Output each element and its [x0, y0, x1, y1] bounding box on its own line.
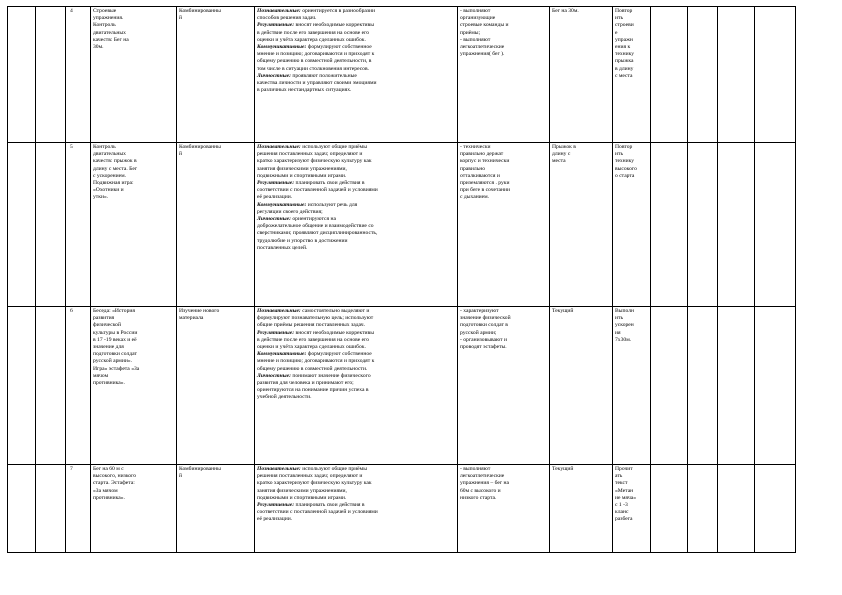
homework-line: ения к	[615, 44, 631, 51]
homework-line: высокого	[615, 165, 637, 172]
uud-label: Познавательные:	[257, 144, 303, 150]
empty-cell	[36, 465, 66, 553]
empty-cell	[8, 307, 36, 465]
activity-line: правильно	[460, 165, 486, 172]
control-form	[550, 7, 613, 143]
uud-line: оценки и учёта характера сделанных ошибок.	[257, 36, 366, 43]
topic-line: Контроль	[93, 144, 116, 150]
uud-line: Познавательные: ориентируется в разнообразии	[257, 8, 376, 14]
uud-line: мнение и позицию; договариваются и приходят к	[257, 51, 375, 58]
topic-line: противника».	[93, 494, 125, 501]
lesson-type	[177, 465, 255, 553]
homework-line: о старта	[615, 172, 635, 179]
empty-cell	[688, 143, 718, 307]
lesson-number: 7	[66, 465, 91, 553]
uud-line: её реализации.	[257, 194, 293, 201]
uud-line: Личностные: проявляют положительные	[257, 72, 357, 79]
uud-label: Личностные:	[257, 372, 293, 379]
type-line: й	[179, 15, 182, 22]
topic-line: двигательных	[93, 29, 126, 36]
uud-results	[255, 307, 458, 465]
uud-line: Регулятивные: вносят необходимые коррективы	[257, 22, 374, 29]
uud-line: том числе в ситуации столкновения интересов.	[257, 65, 370, 72]
topic-line: качеств: Бег на	[93, 36, 129, 43]
homework-line: прыжка	[615, 58, 634, 65]
uud-line: Познавательные: самостоятельно выделяют и	[257, 308, 370, 314]
empty-cell	[718, 143, 755, 307]
homework-line: ить	[615, 315, 623, 322]
topic-line: «За мячом	[93, 487, 118, 494]
uud-line: занятия физическими упражнениями,	[257, 487, 347, 494]
uud-line: трудолюбие и упорство в достижении	[257, 237, 348, 244]
uud-label: Познавательные:	[257, 466, 303, 472]
lesson-topic	[91, 143, 177, 307]
homework-line: технику	[615, 51, 635, 58]
uud-line: Коммуникативные: формулируют собственное	[257, 351, 372, 358]
topic-line: культуры в России	[93, 329, 138, 336]
uud-line: в действие после его завершения на основе его	[257, 336, 370, 343]
topic-line: качеств: прыжок в	[93, 158, 137, 165]
control-line: места	[552, 158, 566, 165]
activity-line: - технически	[460, 144, 491, 150]
uud-line: общие приёмы решения поставленных задач.	[257, 322, 366, 329]
empty-cell	[651, 7, 688, 143]
uud-line: соответствии с поставленной задачей и условиями	[257, 187, 378, 194]
table-row	[8, 307, 796, 465]
control-line: Текущий	[552, 466, 574, 472]
uud-line: Регулятивные: планировать свои действия в	[257, 502, 365, 509]
activity-line: упражнения – бег на	[460, 480, 509, 487]
topic-line: утки».	[93, 194, 109, 201]
lesson-type	[177, 307, 255, 465]
uud-line: сверстниками; проявляют дисциплинированность,	[257, 230, 378, 237]
empty-cell	[8, 465, 36, 553]
uud-line: занятия физическими упражнениями,	[257, 165, 347, 172]
control-line: Прыжок в	[552, 144, 576, 150]
empty-cell	[755, 7, 796, 143]
homework-line: Повтор	[615, 8, 633, 14]
activity-line: упражнения( бег ).	[460, 51, 505, 58]
activity-line: легкоатлетические	[460, 44, 505, 51]
uud-line: Личностные: ориентируются на	[257, 216, 336, 223]
homework-line: е	[615, 29, 618, 36]
uud-line: оценки и учёта характера сделанных ошибок.	[257, 344, 366, 351]
control-line: длину с	[552, 151, 571, 158]
uud-label: Личностные:	[257, 216, 293, 223]
homework-line: ие мяча»	[615, 494, 637, 501]
uud-line: поставленных целей.	[257, 244, 308, 251]
uud-line: подвижными и спортивными играми.	[257, 494, 347, 501]
topic-line: развития	[93, 315, 115, 322]
activity-line: с дыханием.	[460, 194, 490, 201]
control-line: Текущий	[552, 308, 574, 314]
control-form	[550, 465, 613, 553]
lesson-number: 4	[66, 7, 91, 143]
activity-line: организующие	[460, 15, 496, 22]
homework-line: ать	[615, 473, 623, 480]
uud-line: в действие после его завершения на основе его	[257, 29, 370, 36]
uud-line: Коммуникативные: формулируют собственное	[257, 44, 372, 51]
empty-cell	[755, 143, 796, 307]
uud-line: ориентируются на понимание причин успеха в	[257, 387, 369, 394]
topic-line: противника».	[93, 380, 125, 387]
uud-line: доброжелательное общение и взаимодействие со	[257, 223, 374, 230]
topic-line: Подвижная игра:	[93, 180, 134, 187]
table-row	[8, 7, 796, 143]
activity-line: - организовывают и	[460, 336, 507, 343]
homework-line: ить	[615, 15, 623, 22]
type-line: й	[179, 151, 182, 158]
table-row	[8, 143, 796, 307]
topic-line: двигательных	[93, 151, 126, 158]
student-activity	[458, 307, 550, 465]
lesson-type	[177, 7, 255, 143]
empty-cell	[36, 307, 66, 465]
uud-line: её реализации.	[257, 516, 293, 523]
homework-line: технику	[615, 158, 635, 165]
homework-line: строеви	[615, 22, 634, 29]
activity-line: приземляются . руки	[460, 180, 510, 187]
homework-line: 7х30м.	[615, 336, 632, 343]
homework-line: «Метан	[615, 487, 634, 494]
homework-line: Повтор	[615, 144, 633, 150]
lesson-plan-table	[7, 6, 796, 553]
empty-cell	[651, 465, 688, 553]
topic-line: «Охотники и	[93, 187, 124, 194]
homework-line: ускорен	[615, 322, 634, 329]
lesson-type	[177, 143, 255, 307]
uud-line: кратко характеризуют физическую культуру как	[257, 480, 372, 487]
uud-line: соответствии с поставленной задачей и условиями	[257, 509, 378, 516]
homework-line: с места	[615, 72, 633, 79]
homework-line: Выполн	[615, 308, 634, 314]
uud-label: Коммуникативные:	[257, 201, 308, 208]
empty-cell	[8, 7, 36, 143]
topic-line: Строевые	[93, 8, 117, 14]
activity-line: низкого старта.	[460, 494, 497, 501]
homework-line: Прочит	[615, 466, 633, 472]
type-line: Комбинированны	[179, 8, 221, 14]
empty-cell	[755, 465, 796, 553]
table-row	[8, 465, 796, 553]
homework	[613, 307, 651, 465]
type-line: Комбинированны	[179, 144, 221, 150]
uud-label: Коммуникативные:	[257, 44, 308, 51]
activity-line: - выполняют	[460, 466, 491, 472]
lesson-topic	[91, 307, 177, 465]
activity-line: отталкиваются и	[460, 172, 500, 179]
topic-line: Контроль	[93, 22, 116, 29]
activity-line: правильно держат	[460, 151, 504, 158]
homework	[613, 7, 651, 143]
activity-line: русской армии;	[460, 329, 497, 336]
empty-cell	[718, 7, 755, 143]
topic-line: упражнения.	[93, 15, 124, 22]
activity-line: 60м с высокого и	[460, 487, 501, 494]
uud-line: Личностные: понимают значение физического	[257, 372, 371, 379]
activity-line: проводят эстафеты.	[460, 344, 507, 351]
topic-line: 30м.	[93, 44, 104, 51]
topic-line: длину с места. Бег	[93, 165, 138, 172]
uud-results	[255, 7, 458, 143]
activity-line: - характеризуют	[460, 308, 499, 314]
uud-line: Регулятивные: вносят необходимые коррективы	[257, 329, 374, 336]
uud-results	[255, 143, 458, 307]
uud-line: способов решения задач.	[257, 15, 317, 22]
control-line: Бег на 30м.	[552, 8, 579, 14]
uud-label: Личностные:	[257, 72, 293, 79]
activity-line: при беге в сочетании	[460, 187, 510, 194]
empty-cell	[8, 143, 36, 307]
uud-line: формулируют познавательную цель; используют	[257, 315, 374, 322]
uud-label: Познавательные:	[257, 308, 303, 314]
topic-line: Бег на 60 м с	[93, 466, 124, 472]
homework-line: разбега	[615, 516, 633, 523]
uud-line: общему решению в совместной деятельности, в	[257, 58, 372, 65]
topic-line: русской армии».	[93, 358, 133, 365]
uud-line: Познавательные: используют общие приёмы	[257, 144, 367, 150]
empty-cell	[688, 307, 718, 465]
topic-line: мячом	[93, 372, 109, 379]
topic-line: Игра» эстафета «За	[93, 365, 140, 372]
homework-line: ия	[615, 329, 621, 336]
uud-line: решения поставленных задач; определяют и	[257, 151, 363, 158]
student-activity	[458, 143, 550, 307]
uud-line: кратко характеризуют физическую культуру как	[257, 158, 372, 165]
empty-cell	[36, 7, 66, 143]
activity-line: приёмы;	[460, 29, 481, 36]
empty-cell	[755, 307, 796, 465]
activity-line: - выполняют	[460, 8, 491, 14]
empty-cell	[36, 143, 66, 307]
control-form	[550, 307, 613, 465]
uud-line: подвижными и спортивными играми.	[257, 172, 347, 179]
homework-line: в длину	[615, 65, 634, 72]
uud-line: Коммуникативные: используют речь для	[257, 201, 358, 208]
lesson-number: 6	[66, 307, 91, 465]
uud-results	[255, 465, 458, 553]
uud-label: Регулятивные:	[257, 329, 296, 336]
student-activity	[458, 7, 550, 143]
uud-line: в различных нестандартных ситуациях.	[257, 87, 352, 94]
activity-line: значение физической	[460, 315, 511, 322]
uud-line: решения поставленных задач; определяют и	[257, 473, 363, 480]
lesson-topic	[91, 465, 177, 553]
empty-cell	[651, 143, 688, 307]
type-line: Комбинированны	[179, 466, 221, 472]
homework-line: кланс	[615, 509, 629, 516]
topic-line: Беседа: «История	[93, 308, 135, 314]
uud-label: Регулятивные:	[257, 502, 296, 509]
uud-line: качества личности и управляют своими эмоциями	[257, 80, 377, 87]
type-line: й	[179, 473, 182, 480]
homework	[613, 465, 651, 553]
activity-line: - выполняют	[460, 36, 491, 43]
homework	[613, 143, 651, 307]
homework-line: текст	[615, 480, 628, 487]
topic-line: значение для	[93, 344, 124, 351]
homework-line: с 1 -3	[615, 502, 628, 509]
homework-line: ить	[615, 151, 623, 158]
control-form	[550, 143, 613, 307]
topic-line: физической	[93, 322, 121, 329]
uud-label: Регулятивные:	[257, 22, 296, 29]
type-line: материала	[179, 315, 204, 322]
lesson-number: 5	[66, 143, 91, 307]
uud-line: развития для человека и принимают его;	[257, 380, 354, 387]
uud-line: Регулятивные: планировать свои действия в	[257, 180, 365, 187]
uud-line: мнение и позицию; договариваются и приходят к	[257, 358, 375, 365]
student-activity	[458, 465, 550, 553]
topic-line: подготовки солдат	[93, 351, 137, 358]
homework-line: упражн	[615, 36, 633, 43]
uud-line: общему решению в совместной деятельности.	[257, 365, 368, 372]
uud-label: Регулятивные:	[257, 180, 296, 187]
uud-label: Познавательные:	[257, 8, 303, 14]
type-line: Изучение нового	[179, 308, 220, 314]
activity-line: подготовки солдат в	[460, 322, 508, 329]
empty-cell	[651, 307, 688, 465]
topic-line: в 17 -19 веках и её	[93, 336, 137, 343]
topic-line: старта. Эстафета:	[93, 480, 135, 487]
empty-cell	[688, 7, 718, 143]
empty-cell	[688, 465, 718, 553]
empty-cell	[718, 465, 755, 553]
activity-line: строевые команды и	[460, 22, 509, 29]
uud-line: учебной деятельности.	[257, 394, 312, 401]
uud-line: Познавательные: используют общие приёмы	[257, 466, 367, 472]
topic-line: с ускорением.	[93, 172, 127, 179]
topic-line: высокого, низкого	[93, 473, 137, 480]
uud-line: регуляции своего действия;	[257, 208, 323, 215]
uud-label: Коммуникативные:	[257, 351, 308, 358]
activity-line: легкоатлетические	[460, 473, 505, 480]
activity-line: корпус и технически	[460, 158, 510, 165]
lesson-topic	[91, 7, 177, 143]
empty-cell	[718, 307, 755, 465]
